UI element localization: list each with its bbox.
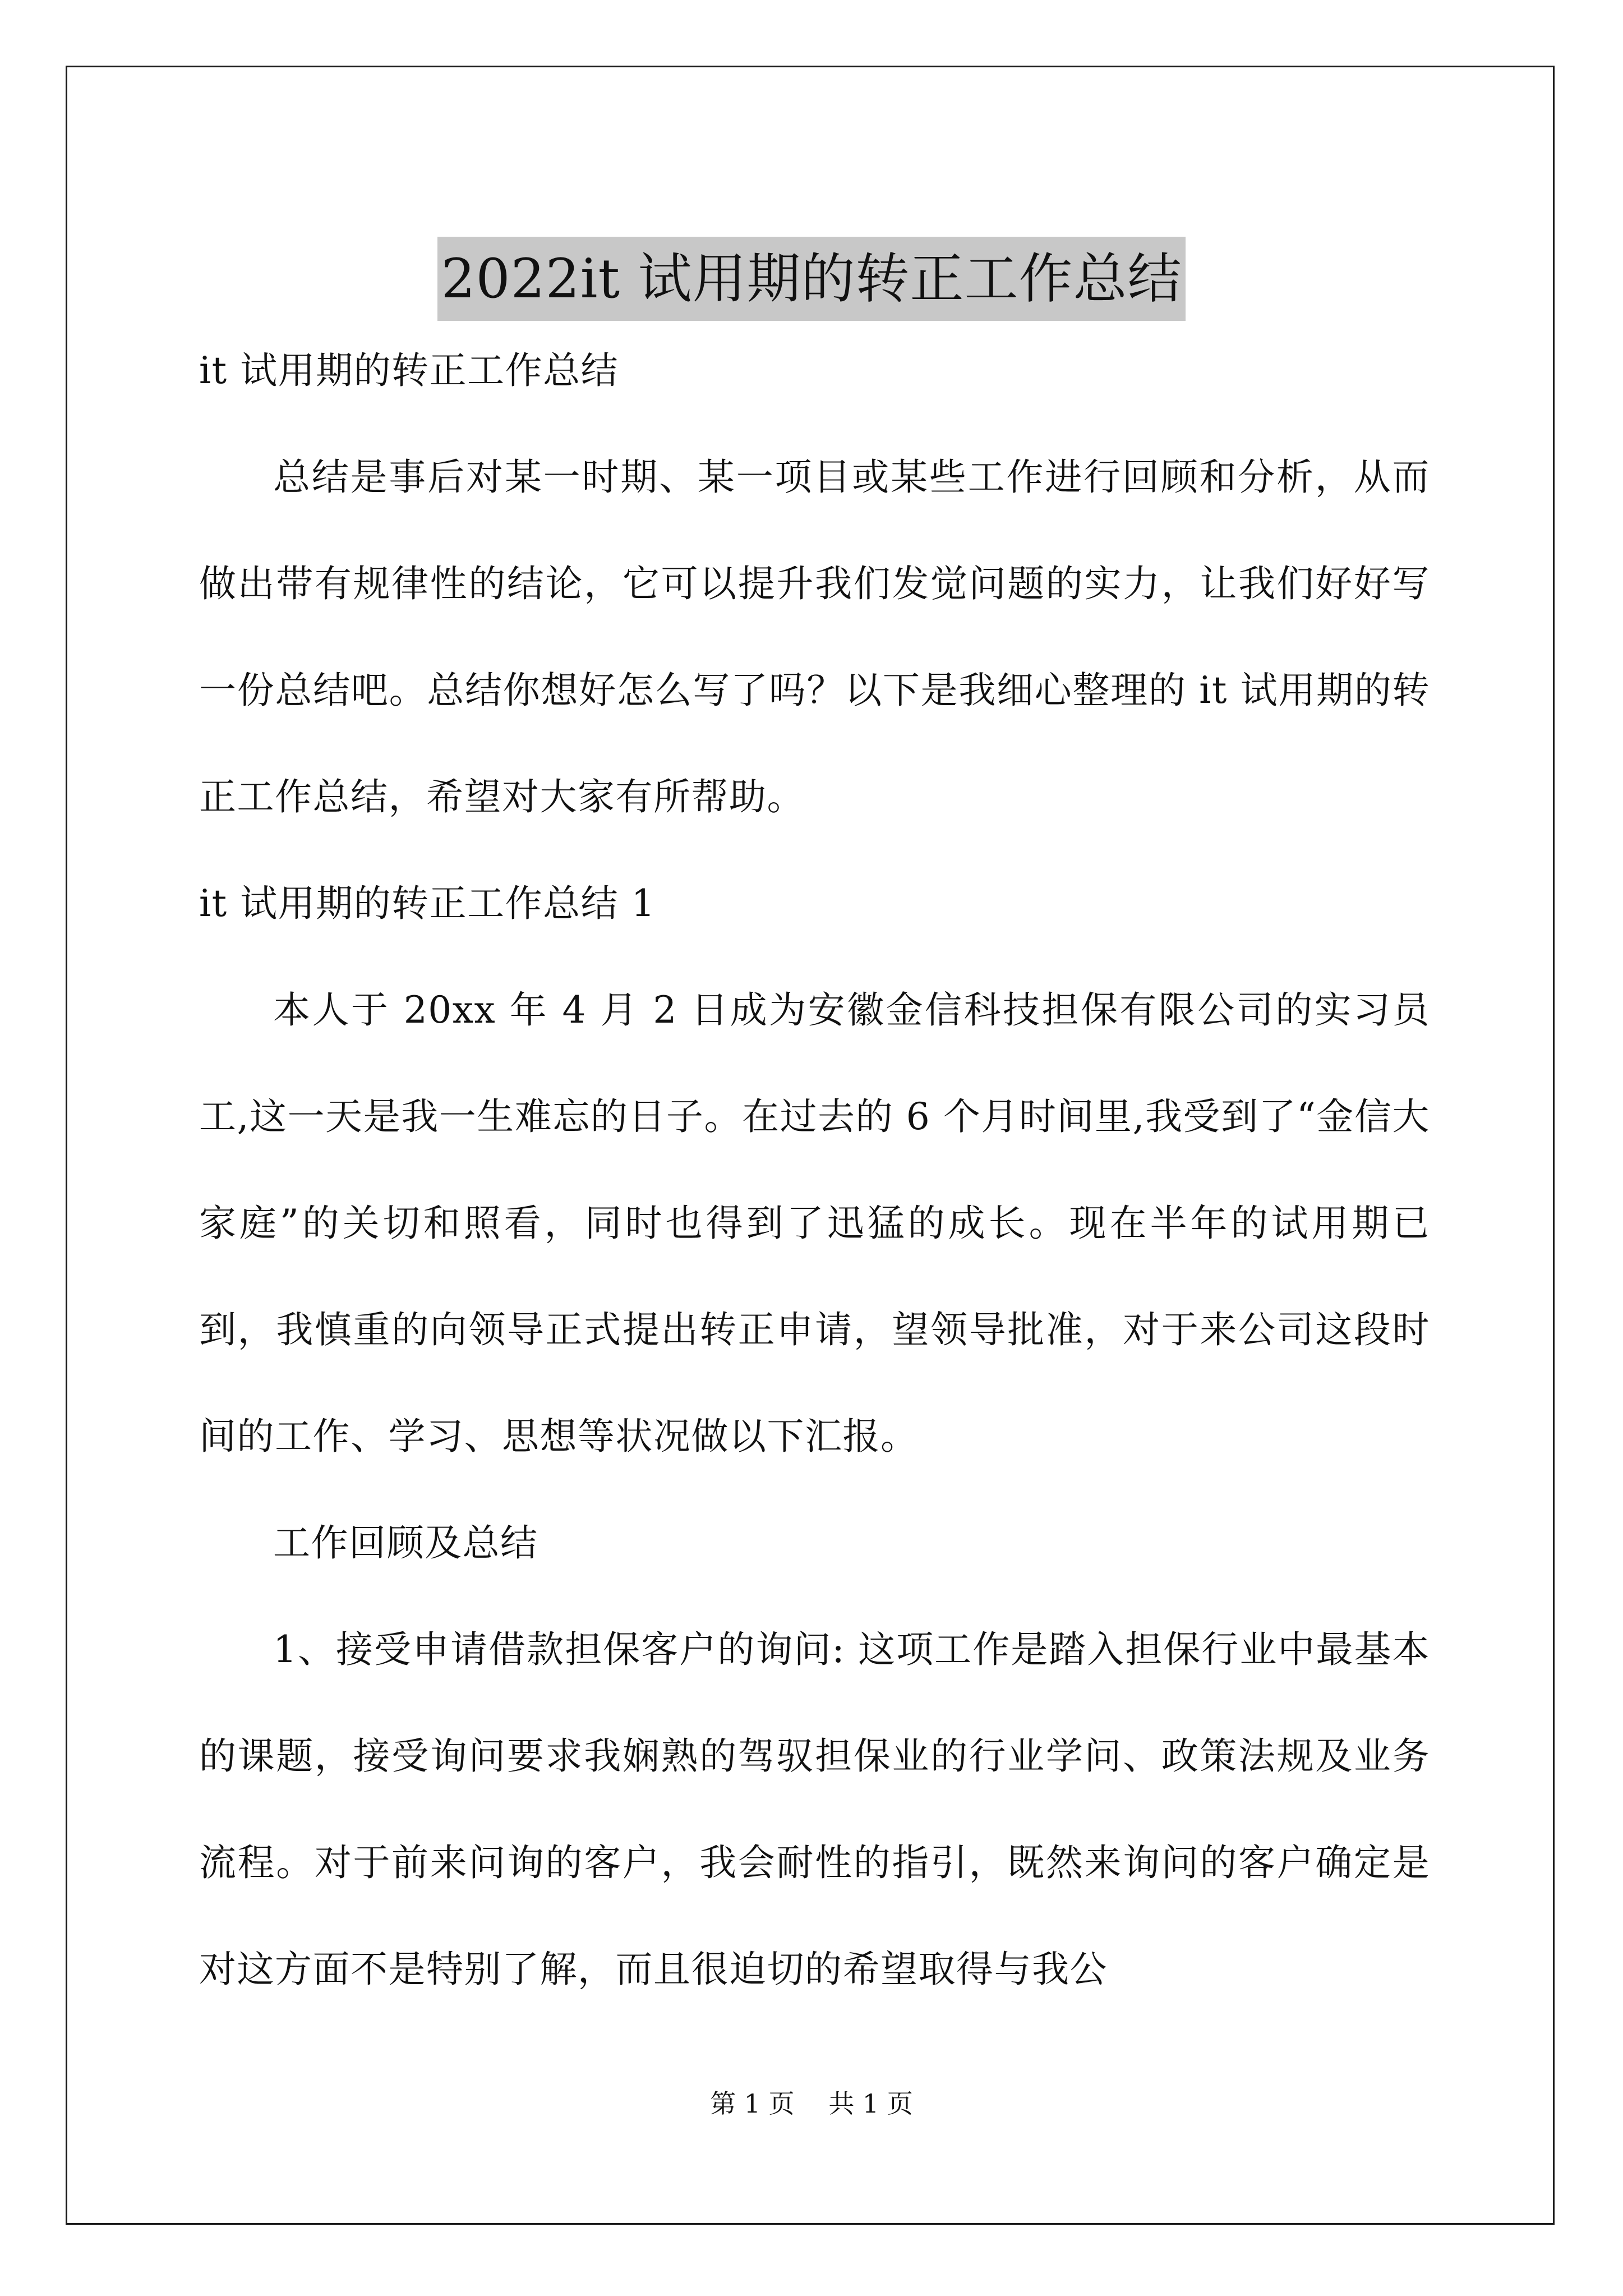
page-number-total: 共 1 页	[828, 2088, 913, 2119]
document-subtitle: it 试用期的转正工作总结	[199, 349, 619, 392]
page-number-current: 第 1 页	[710, 2088, 795, 2119]
section-heading: it 试用期的转正工作总结 1	[199, 882, 656, 925]
page-footer	[0, 2087, 1623, 2120]
intro-paragraph: 总结是事后对某一时期、某一项目或某些工作进行回顾和分析，从而做出带有规律性的结论，它可以提升我们发觉问题的实力，让我们好好写一份总结吧。总结你想好怎么写了吗？以下是我细心整理的 it 试用期的转正工作总结，希望对大家有所帮助。	[199, 455, 1430, 818]
document-title: 2022it 试用期的转正工作总结	[437, 237, 1185, 321]
item1-paragraph: 1、接受申请借款担保客户的询问: 这项工作是踏入担保行业中最基本的课题，接受询问要求我娴熟的驾驭担保业的行业学问、政策法规及业务流程。对于前来问询的客户，我会耐性的指引，既然来询问的客户确定是对这方面不是特别了解，而且很迫切的希望取得与我公	[199, 1628, 1430, 1991]
document-body	[199, 318, 1430, 2023]
section-paragraph: 本人于 20xx 年 4 月 2 日成为安徽金信科技担保有限公司的实习员工,这一天是我一生难忘的日子。在过去的 6 个月时间里,我受到了“金信大家庭”的关切和照看，同时也得到了迅猛的成长。现在半年的试用期已到，我慎重的向领导正式提出转正申请，望领导批准，对于来公司这段时间的工作、学习、思想等状况做以下汇报。	[199, 988, 1430, 1458]
review-heading: 工作回顾及总结	[273, 1521, 538, 1565]
